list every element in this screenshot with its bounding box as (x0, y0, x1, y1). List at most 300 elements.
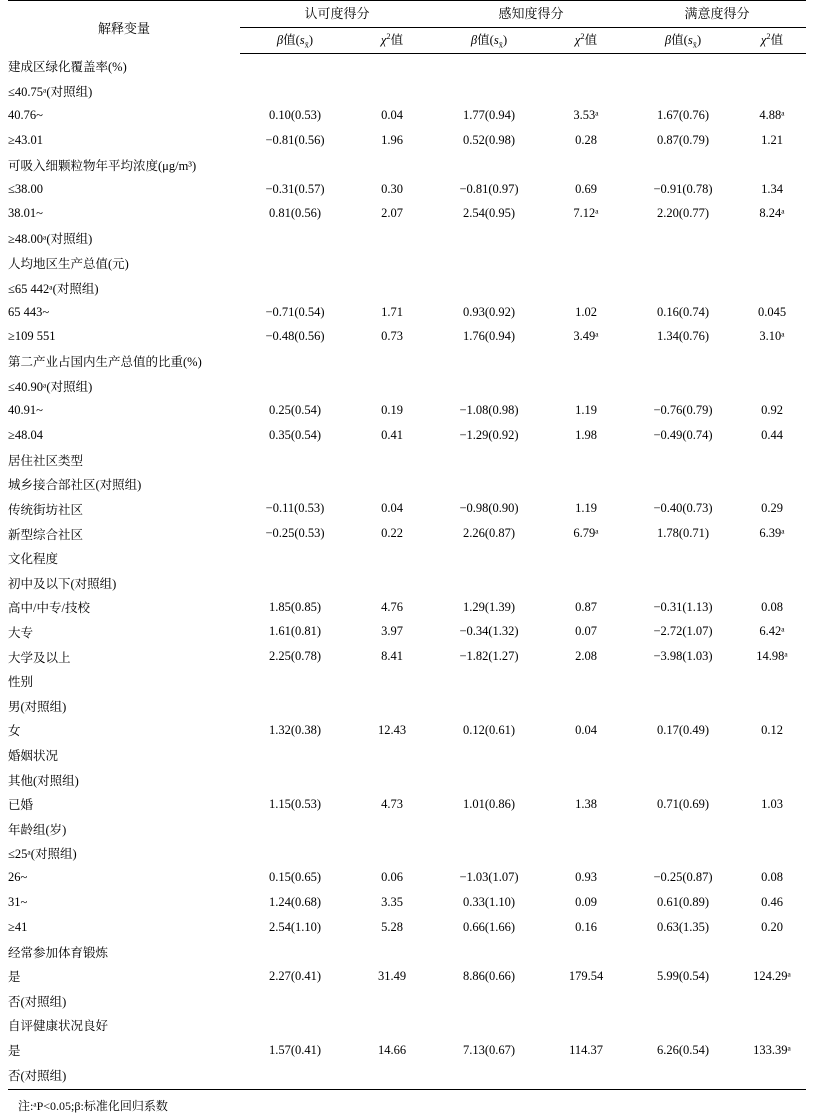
row-value-4: 0.16(0.74) (656, 304, 710, 319)
row-value-4 (628, 570, 738, 595)
row-value-2: 0.33(1.10) (462, 894, 516, 909)
row-value-4 (628, 546, 738, 571)
row-value-4: 6.26(0.54) (656, 1042, 710, 1057)
row-label: 40.91~ (8, 403, 43, 418)
table-row (8, 939, 806, 964)
row-value-5 (738, 79, 806, 104)
table-row (8, 349, 806, 374)
row-value-3: 1.98 (575, 427, 597, 442)
row-label: ≤25ᵃ(对照组) (8, 847, 77, 862)
row-value-1: 0.04 (381, 107, 403, 122)
row-value-0 (240, 79, 350, 104)
row-value-0: 0.10(0.53) (268, 107, 322, 122)
table-row (8, 964, 806, 989)
row-value-2: −1.82(1.27) (459, 649, 519, 664)
row-value-0: 1.24(0.68) (268, 894, 322, 909)
row-value-3: 0.28 (575, 132, 597, 147)
row-value-1: 0.41 (381, 427, 403, 442)
row-value-4: 2.20(0.77) (656, 206, 710, 221)
header-chi-satisfaction: $\chi^2$值 (738, 28, 806, 54)
row-value-2 (434, 669, 544, 694)
row-value-1: 4.76 (381, 599, 403, 614)
row-value-2 (434, 570, 544, 595)
row-value-2: −1.03(1.07) (459, 870, 519, 885)
table-row (8, 398, 806, 423)
header-group-recognition: 认可度得分 (240, 1, 434, 28)
row-value-0 (240, 570, 350, 595)
row-value-3: 0.87 (575, 599, 597, 614)
row-value-0 (240, 743, 350, 768)
row-label: 否(对照组) (8, 1068, 67, 1083)
header-beta-satisfaction: β值$(s_{x̄})$ (628, 28, 738, 54)
row-value-0 (240, 472, 350, 497)
row-value-0 (240, 251, 350, 276)
row-value-2: 1.01(0.86) (462, 796, 516, 811)
table-row (8, 989, 806, 1014)
row-value-0 (240, 54, 350, 79)
row-value-4 (628, 1062, 738, 1087)
row-label: 新型综合社区 (8, 527, 84, 542)
row-value-1 (350, 939, 434, 964)
row-value-2 (434, 349, 544, 374)
row-value-1 (350, 743, 434, 768)
row-label: 38.01~ (8, 206, 43, 221)
table-row (8, 570, 806, 595)
table-row (8, 448, 806, 473)
row-label: 大学及以上 (8, 650, 71, 665)
row-value-1 (350, 472, 434, 497)
row-value-3 (544, 448, 628, 473)
table-row (8, 546, 806, 571)
table-row (8, 841, 806, 866)
table-row (8, 1062, 806, 1087)
row-value-0: 0.25(0.54) (268, 403, 322, 418)
table-row (8, 693, 806, 718)
row-value-4 (628, 1013, 738, 1038)
row-value-4: −0.49(0.74) (653, 427, 713, 442)
table-row (8, 890, 806, 915)
row-value-0 (240, 816, 350, 841)
table-row (8, 497, 806, 522)
row-value-4 (628, 939, 738, 964)
row-value-2: −0.81(0.97) (459, 181, 519, 196)
row-label: ≥48.04 (8, 427, 43, 442)
row-value-2 (434, 816, 544, 841)
row-value-5: 0.12 (761, 722, 783, 737)
table-row (8, 718, 806, 743)
row-value-3: 0.69 (575, 181, 597, 196)
row-value-2 (434, 989, 544, 1014)
row-value-5 (738, 1062, 806, 1087)
table-row (8, 669, 806, 694)
row-value-4 (628, 841, 738, 866)
table-row (8, 816, 806, 841)
row-value-0: 0.15(0.65) (268, 870, 322, 885)
row-label: 文化程度 (8, 552, 59, 567)
row-label: 其他(对照组) (8, 773, 79, 788)
table-row (8, 423, 806, 448)
row-value-1: 5.28 (381, 919, 403, 934)
row-value-1 (350, 448, 434, 473)
row-value-3 (544, 570, 628, 595)
row-value-3 (544, 841, 628, 866)
row-value-1: 4.73 (381, 796, 403, 811)
row-value-5 (738, 54, 806, 79)
row-value-5: 1.21 (761, 132, 783, 147)
row-value-0: 1.32(0.38) (268, 722, 322, 737)
row-value-2 (434, 54, 544, 79)
row-label: 年龄组(岁) (8, 822, 67, 837)
row-value-3 (544, 275, 628, 300)
row-value-3: 3.49ᵃ (573, 329, 599, 344)
row-value-1 (350, 570, 434, 595)
row-value-1: 1.96 (381, 132, 403, 147)
row-label: 经常参加体育锻炼 (8, 945, 109, 960)
row-value-4 (628, 767, 738, 792)
row-label: 自评健康状况良好 (8, 1019, 109, 1034)
row-value-1: 0.19 (381, 403, 403, 418)
row-value-0 (240, 152, 350, 177)
row-value-2 (434, 693, 544, 718)
row-value-2 (434, 1062, 544, 1087)
row-value-3 (544, 669, 628, 694)
row-value-3 (544, 1062, 628, 1087)
row-value-1: 0.06 (381, 870, 403, 885)
row-value-5 (738, 570, 806, 595)
row-value-0: −0.48(0.56) (265, 329, 325, 344)
row-value-4 (628, 226, 738, 251)
row-value-5 (738, 767, 806, 792)
bottom-rule-row (8, 1087, 806, 1090)
row-value-1 (350, 79, 434, 104)
table-row (8, 79, 806, 104)
table-row (8, 1038, 806, 1063)
row-value-1 (350, 275, 434, 300)
row-label: 初中及以下(对照组) (8, 576, 117, 591)
row-value-0: 1.57(0.41) (268, 1042, 322, 1057)
row-value-1: 3.97 (381, 624, 403, 639)
row-value-3: 114.37 (569, 1042, 603, 1057)
row-value-2: −1.08(0.98) (459, 403, 519, 418)
row-value-5: 1.03 (761, 796, 783, 811)
row-value-2: 7.13(0.67) (462, 1042, 516, 1057)
table-row (8, 472, 806, 497)
row-value-3: 0.04 (575, 722, 597, 737)
row-label: 传统街坊社区 (8, 502, 84, 517)
row-value-3: 0.09 (575, 894, 597, 909)
row-value-1: 8.41 (381, 649, 403, 664)
table-row (8, 767, 806, 792)
row-value-4: −0.40(0.73) (653, 501, 713, 516)
row-value-4: −0.31(1.13) (653, 599, 713, 614)
row-value-2 (434, 275, 544, 300)
row-value-3 (544, 989, 628, 1014)
row-value-5: 0.045 (757, 304, 787, 319)
row-value-5: 4.88ᵃ (759, 107, 785, 122)
row-value-1 (350, 226, 434, 251)
row-value-0 (240, 767, 350, 792)
row-value-1: 0.04 (381, 501, 403, 516)
row-value-0 (240, 1013, 350, 1038)
row-value-3 (544, 251, 628, 276)
row-value-2: 8.86(0.66) (462, 968, 516, 983)
row-value-2: 0.93(0.92) (462, 304, 516, 319)
row-value-0 (240, 349, 350, 374)
row-value-4 (628, 251, 738, 276)
row-value-2: 2.26(0.87) (462, 526, 516, 541)
row-value-0 (240, 841, 350, 866)
row-value-5 (738, 546, 806, 571)
row-value-5 (738, 226, 806, 251)
row-value-5 (738, 669, 806, 694)
row-value-0: 0.35(0.54) (268, 427, 322, 442)
row-label: ≥48.00ᵃ(对照组) (8, 232, 93, 247)
row-value-2 (434, 251, 544, 276)
row-value-4: 0.87(0.79) (656, 132, 710, 147)
row-value-3 (544, 349, 628, 374)
row-value-1: 1.71 (381, 304, 403, 319)
row-value-5: 0.08 (761, 599, 783, 614)
table-row (8, 374, 806, 399)
regression-results-table (8, 0, 806, 1090)
row-value-2: −0.98(0.90) (459, 501, 519, 516)
row-value-1: 0.30 (381, 181, 403, 196)
row-value-5: 3.10ᵃ (759, 329, 785, 344)
row-value-5 (738, 374, 806, 399)
row-value-1 (350, 841, 434, 866)
row-value-4: 1.78(0.71) (656, 526, 710, 541)
row-value-2 (434, 472, 544, 497)
header-group-perception: 感知度得分 (434, 1, 628, 28)
row-value-4: 1.67(0.76) (656, 107, 710, 122)
table-row (8, 226, 806, 251)
row-value-2: 0.66(1.66) (462, 919, 516, 934)
row-label: 男(对照组) (8, 699, 67, 714)
row-value-2 (434, 79, 544, 104)
row-value-2 (434, 546, 544, 571)
row-value-2: −1.29(0.92) (459, 427, 519, 442)
row-value-3: 179.54 (568, 968, 604, 983)
row-value-1 (350, 152, 434, 177)
table-row (8, 743, 806, 768)
table-row (8, 54, 806, 79)
row-value-3 (544, 54, 628, 79)
row-value-2 (434, 226, 544, 251)
row-value-4 (628, 275, 738, 300)
row-value-2: 1.29(1.39) (462, 599, 516, 614)
header-chi-recognition: $\chi^2$值 (350, 28, 434, 54)
row-value-5 (738, 989, 806, 1014)
row-value-5: 1.34 (761, 181, 783, 196)
row-value-3: 0.07 (575, 624, 597, 639)
row-label: 婚姻状况 (8, 748, 59, 763)
row-label: 否(对照组) (8, 994, 67, 1009)
table-row (8, 792, 806, 817)
row-value-2 (434, 743, 544, 768)
row-label: ≥43.01 (8, 132, 43, 147)
row-value-1 (350, 989, 434, 1014)
row-value-3 (544, 152, 628, 177)
row-value-0: −0.31(0.57) (265, 181, 325, 196)
row-value-3: 1.19 (575, 501, 597, 516)
row-value-3 (544, 767, 628, 792)
row-value-0 (240, 448, 350, 473)
table-row (8, 128, 806, 153)
row-value-4: 0.17(0.49) (656, 722, 710, 737)
row-value-4 (628, 693, 738, 718)
row-value-0: 1.61(0.81) (268, 624, 322, 639)
row-value-4 (628, 54, 738, 79)
row-label: 第二产业占国内生产总值的比重(%) (8, 355, 202, 370)
row-value-5 (738, 743, 806, 768)
row-value-5 (738, 816, 806, 841)
row-label: 居住社区类型 (8, 453, 84, 468)
row-value-5: 14.98ᵃ (756, 649, 788, 664)
row-value-5 (738, 693, 806, 718)
row-value-4: 1.34(0.76) (656, 329, 710, 344)
row-label: 建成区绿化覆盖率(%) (8, 60, 127, 75)
row-value-2: −0.34(1.32) (459, 624, 519, 639)
header-beta-perception: β值$(s_{x̄})$ (434, 28, 544, 54)
row-label: 高中/中专/技校 (8, 601, 90, 616)
row-value-2 (434, 767, 544, 792)
row-value-0 (240, 546, 350, 571)
row-value-3 (544, 374, 628, 399)
row-value-3: 2.08 (575, 649, 597, 664)
row-value-4 (628, 448, 738, 473)
header-beta-recognition: β值$(s_{x̄})$ (240, 28, 350, 54)
row-value-3 (544, 939, 628, 964)
table-row (8, 644, 806, 669)
row-value-4: 0.71(0.69) (656, 796, 710, 811)
row-value-1 (350, 251, 434, 276)
row-value-0 (240, 275, 350, 300)
row-value-2: 0.52(0.98) (462, 132, 516, 147)
row-value-2: 2.54(0.95) (462, 206, 516, 221)
row-value-5: 124.29ᵃ (753, 968, 791, 983)
row-value-0 (240, 939, 350, 964)
row-value-3 (544, 472, 628, 497)
row-value-3 (544, 743, 628, 768)
row-value-2: 0.12(0.61) (462, 722, 516, 737)
row-label: 40.76~ (8, 107, 43, 122)
row-value-4 (628, 152, 738, 177)
row-value-1 (350, 816, 434, 841)
row-label: 已婚 (8, 798, 34, 813)
row-value-1 (350, 349, 434, 374)
row-label: 31~ (8, 894, 28, 909)
row-label: 可吸入细颗粒物年平均浓度(μg/m³) (8, 158, 197, 173)
row-value-5 (738, 251, 806, 276)
row-value-3: 1.38 (575, 796, 597, 811)
row-value-3: 1.02 (575, 304, 597, 319)
table-row (8, 275, 806, 300)
row-value-5 (738, 152, 806, 177)
table-row (8, 620, 806, 645)
header-chi-perception: $\chi^2$值 (544, 28, 628, 54)
row-label: 大专 (8, 625, 34, 640)
row-value-4 (628, 816, 738, 841)
row-value-0 (240, 989, 350, 1014)
row-label: 是 (8, 970, 21, 985)
header-group-row (8, 1, 806, 28)
row-value-5 (738, 448, 806, 473)
row-value-4 (628, 349, 738, 374)
row-value-3: 7.12ᵃ (573, 206, 599, 221)
row-value-3: 6.79ᵃ (573, 526, 599, 541)
row-value-1: 31.49 (377, 968, 407, 983)
row-value-5 (738, 472, 806, 497)
row-value-5: 0.44 (761, 427, 783, 442)
table-row (8, 595, 806, 620)
row-value-4 (628, 472, 738, 497)
row-value-5: 0.92 (761, 403, 783, 418)
row-value-1 (350, 767, 434, 792)
row-value-1 (350, 669, 434, 694)
row-value-2 (434, 841, 544, 866)
row-label: 人均地区生产总值(元) (8, 257, 129, 272)
row-value-2 (434, 1013, 544, 1038)
table-row (8, 251, 806, 276)
row-value-2 (434, 448, 544, 473)
row-value-1 (350, 546, 434, 571)
table-row (8, 325, 806, 350)
row-value-0: 0.81(0.56) (268, 206, 322, 221)
row-label: 65 443~ (8, 304, 50, 319)
row-label: 性别 (8, 675, 34, 690)
row-value-2 (434, 152, 544, 177)
row-value-1 (350, 1013, 434, 1038)
row-value-0: −0.81(0.56) (265, 132, 325, 147)
row-value-3 (544, 226, 628, 251)
row-value-0: 2.54(1.10) (268, 919, 322, 934)
row-value-1 (350, 1062, 434, 1087)
row-value-1: 2.07 (381, 206, 403, 221)
row-value-4: 0.63(1.35) (656, 919, 710, 934)
row-value-0: −0.11(0.53) (265, 501, 325, 516)
header-variable-col: 解释变量 (8, 1, 240, 54)
row-value-5 (738, 349, 806, 374)
row-value-5 (738, 939, 806, 964)
row-value-4 (628, 79, 738, 104)
table-body (8, 54, 806, 1087)
row-value-0: 1.15(0.53) (268, 796, 322, 811)
row-value-4 (628, 989, 738, 1014)
row-value-3 (544, 546, 628, 571)
row-value-3: 1.19 (575, 403, 597, 418)
row-label: ≥41 (8, 919, 28, 934)
row-label: ≤65 442ᵃ(对照组) (8, 281, 99, 296)
row-value-1 (350, 374, 434, 399)
table-row (8, 202, 806, 227)
row-value-1: 0.22 (381, 526, 403, 541)
row-value-5: 0.46 (761, 894, 783, 909)
row-value-0: 2.25(0.78) (268, 649, 322, 664)
row-value-4: −2.72(1.07) (653, 624, 713, 639)
row-label: 26~ (8, 870, 28, 885)
row-value-3: 0.93 (575, 870, 597, 885)
row-value-4 (628, 743, 738, 768)
row-label: 女 (8, 724, 21, 739)
row-value-0: 1.85(0.85) (268, 599, 322, 614)
row-value-1: 3.35 (381, 894, 403, 909)
row-value-3 (544, 693, 628, 718)
row-label: 城乡接合部社区(对照组) (8, 478, 142, 493)
row-value-1: 0.73 (381, 329, 403, 344)
row-value-4 (628, 374, 738, 399)
row-value-5: 0.29 (761, 501, 783, 516)
table-row (8, 915, 806, 940)
